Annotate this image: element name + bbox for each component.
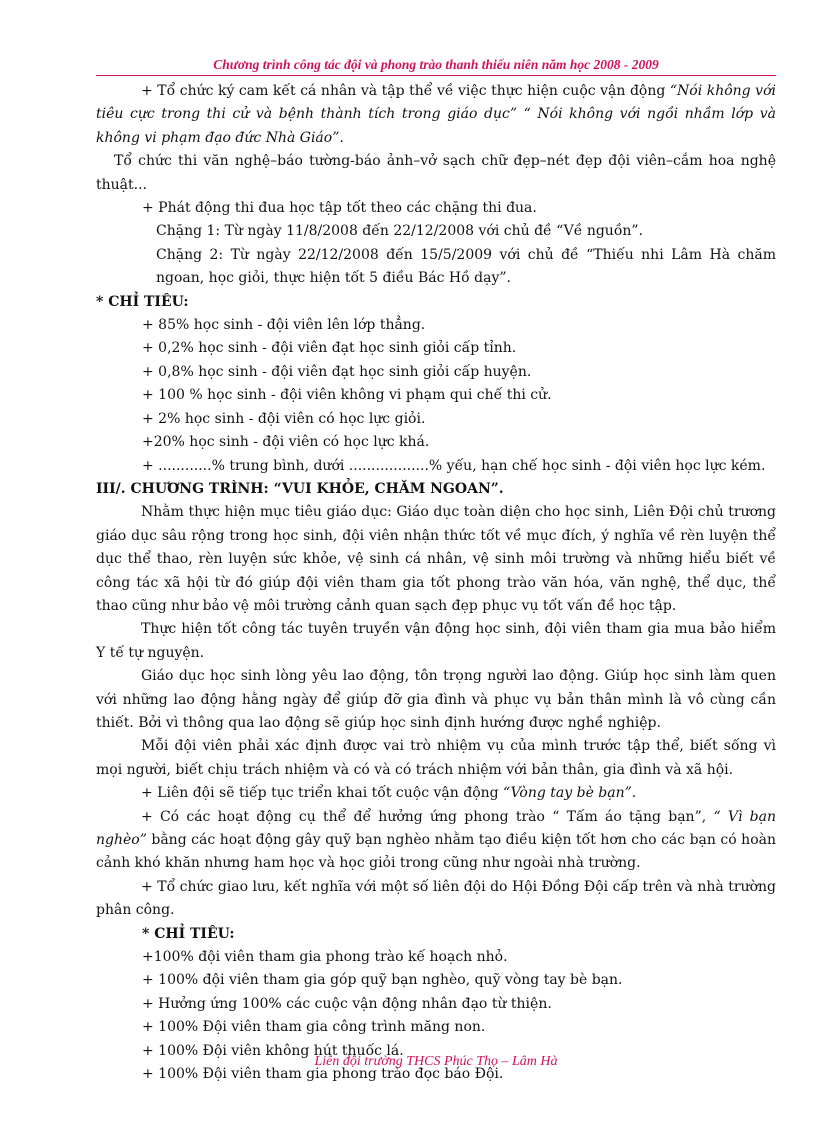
campaign-quote: “Vòng tay bè bạn” [503,785,632,802]
paragraph-exchange: + Tổ chức giao lưu, kết nghĩa với một số liên đội do Hội Đồng Đội cấp trên và nhà trường phân công. [96,878,776,919]
paragraph-commitment: + Tổ chức ký cam kết cá nhân và tập thể về việc thực hiện cuộc vận động “Nói không với tiêu cực trong thi cử và bệnh thành tích trong giáo dục” “ Nói không với ngồi nhầm lớp và không vi phạm đạo đức Nhà Giáo”. [96,83,777,146]
commitment-text: + Tổ chức ký cam kết cá nhân và tập thể về việc thực hiện cuộc vận động [141,83,670,99]
paragraph-stage-2: Chặng 2: Từ ngày 22/12/2008 đến 15/5/2009 với chủ đề “Thiếu nhi Lâm Hà chăm ngoan, học giỏi, thực hiện tốt 5 điều Bác Hồ dạy”. [156,246,776,287]
list-item: + 100% đội viên tham gia góp quỹ bạn nghèo, quỹ vòng tay bè bạn. [142,972,623,989]
document-body [96,80,776,1086]
paragraph-insurance: Thực hiện tốt công tác tuyên truyền vận động học sinh, đội viên tham gia mua bảo hiểm Y tế tự nguyện. [96,621,776,661]
section-3-heading: III/. CHƯƠNG TRÌNH: “VUI KHỎE, CHĂM NGOAN”. [96,480,504,497]
list-item: + 100% Đội viên tham gia phong trào đọc báo Đội. [142,1066,504,1083]
chitieu-heading-1: * CHỈ TIÊU: [96,293,189,310]
list-item: + 0,8% học sinh - đội viên đạt học sinh giỏi cấp huyện. [142,363,532,380]
list-item: + 85% học sinh - đội viên lên lớp thẳng. [142,317,426,334]
chitieu-list-1 [96,314,776,478]
page-footer: Liên đội trường THCS Phúc Thọ – Lâm Hà [314,1054,558,1069]
page-header-title: Chương trình công tác đội và phong trào thanh thiếu niên năm học 2008 - 2009 [213,57,659,72]
commitment-quote-1: “Nói không với tiêu cực trong thi cử và bệnh thành tích trong giáo dục” [96,83,777,123]
activity-quote-1: “ Tấm áo tặng bạn” [552,808,702,825]
paragraph-campaign: + Liên đội sẽ tiếp tục triển khai tốt cuộc vận động “Vòng tay bè bạn”. [141,785,637,802]
list-item: +100% đội viên tham gia phong trào kế hoạch nhỏ. [142,949,508,966]
list-item: +20% học sinh - đội viên có học lực khá. [142,434,430,451]
activity-quote-2: “ Vì bạn nghèo” [96,808,776,848]
list-item: + 100% Đội viên không hút thuốc lá. [142,1042,404,1059]
list-item: + Hưởng ứng 100% các cuộc vận động nhân đạo từ thiện. [142,995,552,1012]
paragraph-responsibility: Mỗi đội viên phải xác định được vai trò nhiệm vụ của mình trước tập thể, biết sống vì mọi người, biết chịu trách nhiệm và có và có trách nhiệm với bản thân, gia đình và xã hội. [96,738,776,778]
paragraph-activities: + Có các hoạt động cụ thể để hưởng ứng phong trào “ Tấm áo tặng bạn”, “ Vì bạn nghèo” bằng các hoạt động gây quỹ bạn nghèo nhằm tạo điều kiện tốt hơn cho các bạn có hoàn cảnh khó khăn nhưng ham học và học giỏi trong cũng như ngoài nhà trường. [96,808,776,872]
list-item: + 0,2% học sinh - đội viên đạt học sinh giỏi cấp tỉnh. [142,340,517,357]
list-item: + 100 % học sinh - đội viên không vi phạm qui chế thi cử. [142,387,552,404]
list-item: + ............% trung bình, dưới ..................% yếu, hạn chế học sinh - đội viên học lực kém. [142,457,766,474]
commitment-quote-2: “ Nói không với ngồi nhầm lớp và không vi phạm đạo đức Nhà Giáo” [96,106,776,146]
paragraph-emulation: + Phát động thi đua học tập tốt theo các chặng thi đua. [142,200,537,217]
header-divider [96,75,776,76]
list-item: + 100% Đội viên tham gia công trình măng non. [142,1019,486,1036]
paragraph-stage-1: Chặng 1: Từ ngày 11/8/2008 đến 22/12/2008 với chủ đề “Về nguồn”. [156,223,644,240]
list-item: + 2% học sinh - đội viên có học lực giỏi. [142,410,426,427]
paragraph-education-goal: Nhằm thực hiện mục tiêu giáo dục: Giáo dục toàn diện cho học sinh, Liên Đội chủ trương giáo dục sâu rộng trong học sinh, đội viên nhận thức tốt về mục đích, ý nghĩa về rèn luyện thể dục thể thao, rèn luyện sức khỏe, vệ sinh cá nhân, vệ sinh môi trường và những hiểu biết về công tác xã hội từ đó giúp đội viên tham gia tốt phong trào văn hóa, văn nghệ, thể dục, thể thao cũng như bảo vệ môi trường cảnh quan sạch đẹp phục vụ tốt vấn đề học tập. [96,504,776,614]
paragraph-labor: Giáo dục học sinh lòng yêu lao động, tôn trọng người lao động. Giúp học sinh làm quen với những lao động hằng ngày để giúp đỡ gia đình và phục vụ bản thân mình là vô cùng cần thiết. Bởi vì thông qua lao động sẽ giúp học sinh định hướng được nghề nghiệp. [96,668,776,731]
paragraph-contests: Tổ chức thi văn nghệ–báo tường-báo ảnh–vở sạch chữ đẹp–nét đẹp đội viên–cắm hoa nghệ thuật... [96,153,776,193]
chitieu-heading-2: * CHỈ TIÊU: [142,925,235,942]
